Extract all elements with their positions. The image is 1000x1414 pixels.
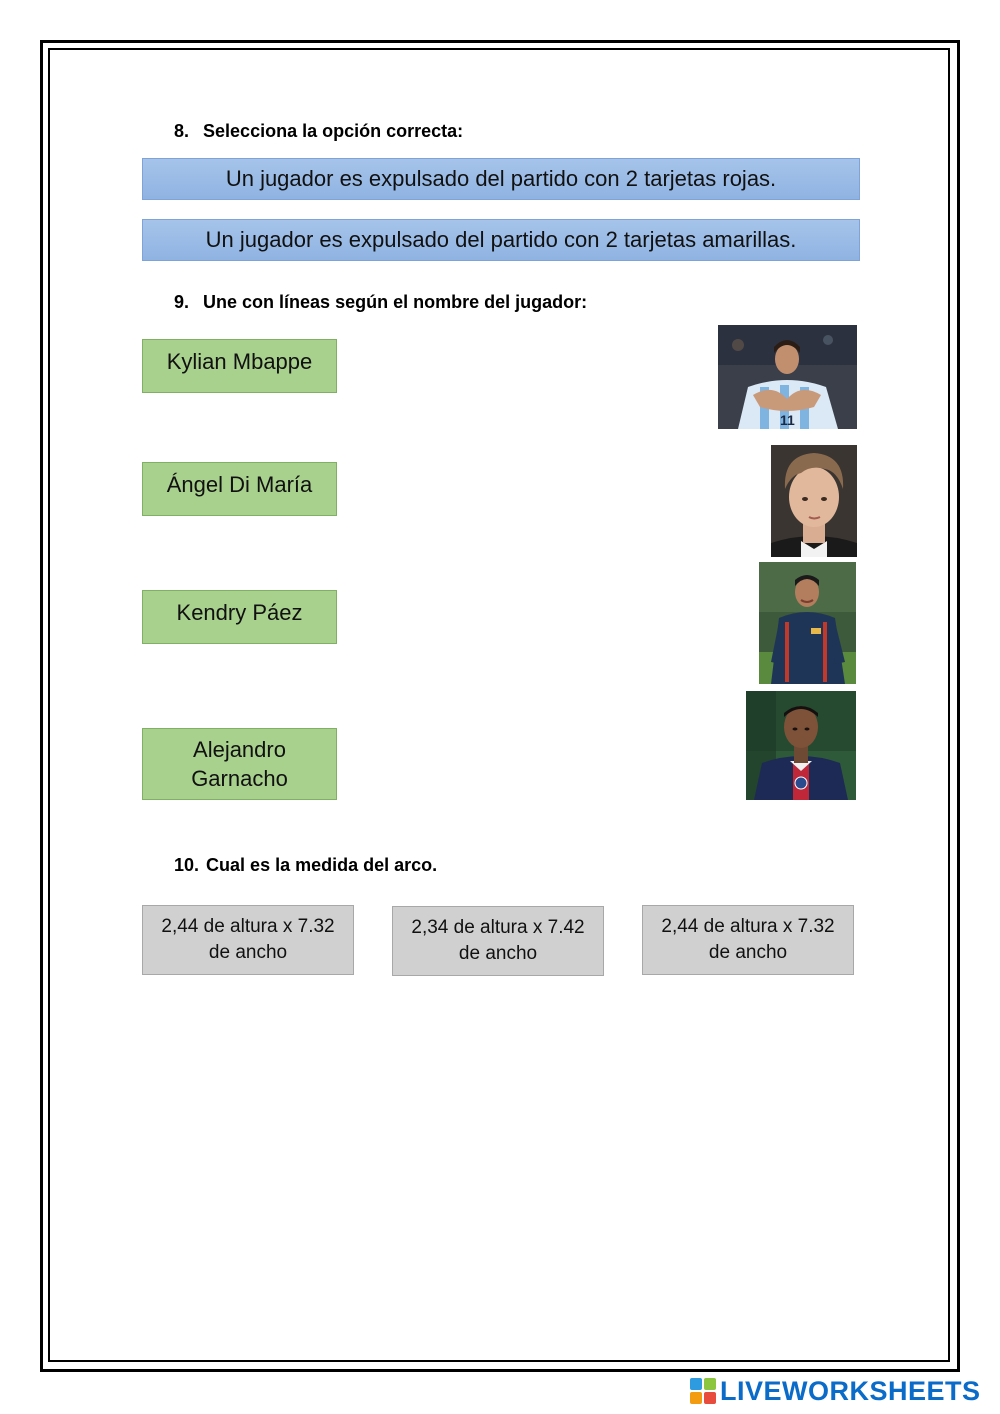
q10-option-2[interactable]: 2,34 de altura x 7.42 de ancho	[392, 906, 604, 976]
player-photo-1-image	[718, 325, 857, 429]
player-photo-4-image	[746, 691, 856, 800]
q10-option-3[interactable]: 2,44 de altura x 7.32 de ancho	[642, 905, 854, 975]
liveworksheets-brand-text: LIVEWORKSHEETS	[720, 1375, 981, 1406]
question-8-title	[174, 121, 463, 142]
name-box-kendry-paez[interactable]: Kendry Páez	[142, 590, 337, 644]
player-photo-2[interactable]	[771, 445, 857, 557]
svg-text:11: 11	[780, 412, 795, 428]
question-10-text: Cual es la medida del arco.	[206, 855, 438, 875]
question-10-title	[174, 855, 437, 876]
name-box-angel-di-maria[interactable]: Ángel Di María	[142, 462, 337, 516]
question-8-number: 8.	[174, 121, 190, 141]
player-photo-4[interactable]	[746, 691, 856, 800]
question-9-title	[174, 292, 587, 313]
liveworksheets-grid-icon	[690, 1378, 716, 1404]
question-8-text: Selecciona la opción correcta:	[203, 121, 464, 141]
question-10-number: 10.	[174, 855, 200, 875]
question-9-number: 9.	[174, 292, 190, 312]
player-photo-1[interactable]	[718, 325, 857, 429]
question-9-text: Une con líneas según el nombre del jugador:	[203, 292, 588, 312]
player-photo-3[interactable]	[759, 562, 856, 684]
liveworksheets-logo[interactable]	[690, 1376, 981, 1406]
q8-option-red-cards[interactable]: Un jugador es expulsado del partido con 2 tarjetas rojas.	[142, 158, 860, 200]
name-box-kylian-mbappe[interactable]: Kylian Mbappe	[142, 339, 337, 393]
name-box-alejandro-garnacho[interactable]: Alejandro Garnacho	[142, 728, 337, 800]
q8-option-yellow-cards[interactable]: Un jugador es expulsado del partido con 2 tarjetas amarillas.	[142, 219, 860, 261]
q10-option-1[interactable]: 2,44 de altura x 7.32 de ancho	[142, 905, 354, 975]
player-photo-3-image	[759, 562, 856, 684]
player-photo-2-image	[771, 445, 857, 557]
